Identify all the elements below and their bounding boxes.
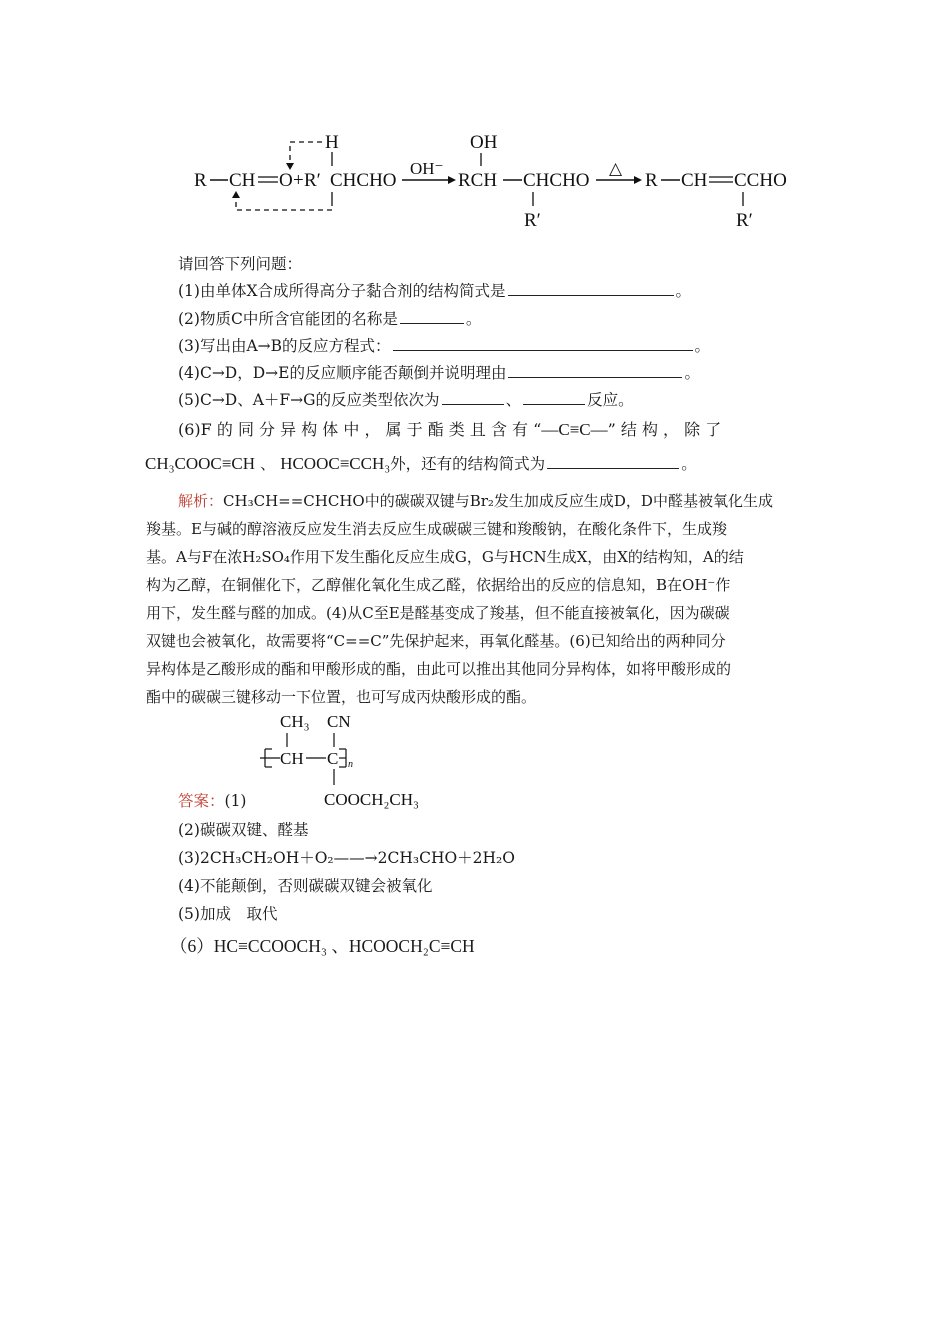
- analysis-l1: CH₃CH==CHCHO中的碳碳双键与Br₂发生加成反应生成D，D中醛基被氧化生成: [223, 492, 773, 510]
- scheme-ch1: CH: [229, 170, 256, 191]
- analysis-line-7: 异构体是乙酸形成的酯和甲酸形成的酯，由此可以推出其他同分异构体，如将甲酸形成的: [146, 660, 732, 678]
- analysis-label: 解析：: [178, 492, 224, 510]
- analysis-line-4: 构为乙醇，在铜催化下，乙醇催化氧化生成乙醛，依据给出的反应的信息知，B在OH⁻作: [146, 576, 731, 594]
- q4-text: (4)C→D，D→E的反应顺序能否颠倒并说明理由: [178, 364, 507, 382]
- scheme-rprime2: R′: [524, 210, 541, 231]
- q5-text: (5)C→D、A＋F→G的反应类型依次为: [178, 391, 440, 409]
- reaction-scheme: [0, 120, 950, 240]
- q2-text: (2)物质C中所含官能团的名称是: [178, 310, 398, 328]
- q6-line1: (6)F 的 同 分 异 构 体 中 ， 属 于 酯 类 且 含 有 “: [178, 420, 542, 439]
- q4-blank[interactable]: [508, 363, 682, 378]
- q5-blank-2[interactable]: [523, 390, 585, 405]
- scheme-chcho2: CHCHO: [523, 170, 590, 191]
- question-6-line-2: [145, 451, 697, 477]
- scheme-o: O: [279, 170, 293, 191]
- question-1: [178, 281, 691, 301]
- q6-line1b: ” 结 构 ， 除 了: [607, 420, 722, 439]
- answer-3: (3)2CH₃CH₂OH＋O₂——→2CH₃CHO＋2H₂O: [178, 849, 515, 867]
- scheme-r1: R: [194, 170, 207, 191]
- q1-text: (1)由单体X合成所得高分子黏合剂的结构简式是: [178, 282, 506, 300]
- analysis-line-2: 羧基。E与碱的醇溶液反应发生消去反应生成碳碳三键和羧酸钠，在酸化条件下，生成羧: [146, 520, 727, 538]
- answer-2: (2)碳碳双键、醛基: [178, 821, 309, 839]
- question-4: [178, 363, 700, 383]
- q2-end: 。: [465, 310, 482, 328]
- answer-1: [178, 790, 246, 812]
- q2-blank[interactable]: [400, 309, 464, 324]
- scheme-rprime3: R′: [736, 210, 753, 231]
- q3-end: 。: [694, 337, 711, 355]
- answer-label: 答案：: [178, 792, 225, 810]
- q6-example-1: CH₃COOC≡CH: [145, 454, 255, 473]
- polymer-n: n: [348, 759, 353, 770]
- answer-4: (4)不能颠倒，否则碳碳双键会被氧化: [178, 877, 433, 895]
- q3-blank[interactable]: [393, 336, 693, 351]
- q5-end: 反应。: [587, 391, 634, 409]
- q6-blank[interactable]: [547, 454, 679, 469]
- answer-5: (5)加成 取代: [178, 905, 278, 923]
- q4-end: 。: [684, 364, 700, 382]
- q6-tail: 外，还有的结构简式为: [390, 455, 546, 473]
- scheme-plus: +: [293, 170, 304, 191]
- scheme-delta: △: [609, 159, 623, 178]
- q6-example-2: HCOOC≡CCH₃: [280, 454, 391, 473]
- q6-end: 。: [681, 455, 697, 473]
- question-6-line-1: [178, 418, 721, 442]
- polymer-ch3: CH₃: [280, 712, 310, 731]
- scheme-h: H: [325, 132, 339, 153]
- q1-blank[interactable]: [508, 281, 674, 296]
- scheme-ch2: CH: [681, 170, 708, 191]
- scheme-rprime1: R′: [304, 170, 321, 191]
- answer-6: （6）HC≡CCOOCH₃ 、HCOOCH₂C≡CH: [170, 936, 475, 956]
- analysis-line-5: 用下，发生醛与醛的加成。(4)从C至E是醛基变成了羧基，但不能直接被氧化，因为碳碳: [146, 604, 730, 622]
- q5-blank-1[interactable]: [442, 390, 504, 405]
- analysis-line-1: [146, 487, 810, 515]
- answer-1-text: (1): [224, 792, 247, 810]
- question-2: [178, 309, 481, 329]
- question-5: [178, 390, 634, 410]
- q6-sep: 、: [260, 455, 276, 473]
- scheme-oh-minus: OH⁻: [410, 159, 444, 178]
- q6-triple-bond: —C≡C—: [541, 420, 608, 439]
- polymer-structure: [250, 705, 490, 815]
- question-3: [178, 336, 710, 356]
- scheme-rch: RCH: [458, 170, 498, 191]
- scheme-ccho: CCHO: [734, 170, 787, 191]
- q3-text: (3)写出由A→B的反应方程式：: [178, 337, 391, 355]
- polymer-cooc: COOCH₂CH₃: [324, 790, 419, 809]
- polymer-c: C: [327, 749, 339, 768]
- scheme-r2: R: [645, 170, 658, 191]
- q1-end: 。: [675, 282, 692, 300]
- polymer-cn: CN: [327, 712, 351, 731]
- scheme-oh: OH: [470, 132, 498, 153]
- scheme-chcho1: CHCHO: [330, 170, 397, 191]
- q5-sep: 、: [505, 391, 522, 409]
- intro-text: 请回答下列问题：: [178, 255, 303, 273]
- analysis-line-8: 酯中的碳碳三键移动一下位置，也可写成丙炔酸形成的酯。: [146, 688, 537, 706]
- analysis-line-3: 基。A与F在浓H₂SO₄作用下发生酯化反应生成G，G与HCN生成X，由X的结构知，A的结: [146, 548, 744, 566]
- polymer-ch: CH: [280, 749, 304, 768]
- analysis-line-6: 双键也会被氧化，故需要将“C==C”先保护起来，再氧化醛基。(6)已知给出的两种同分: [146, 632, 726, 650]
